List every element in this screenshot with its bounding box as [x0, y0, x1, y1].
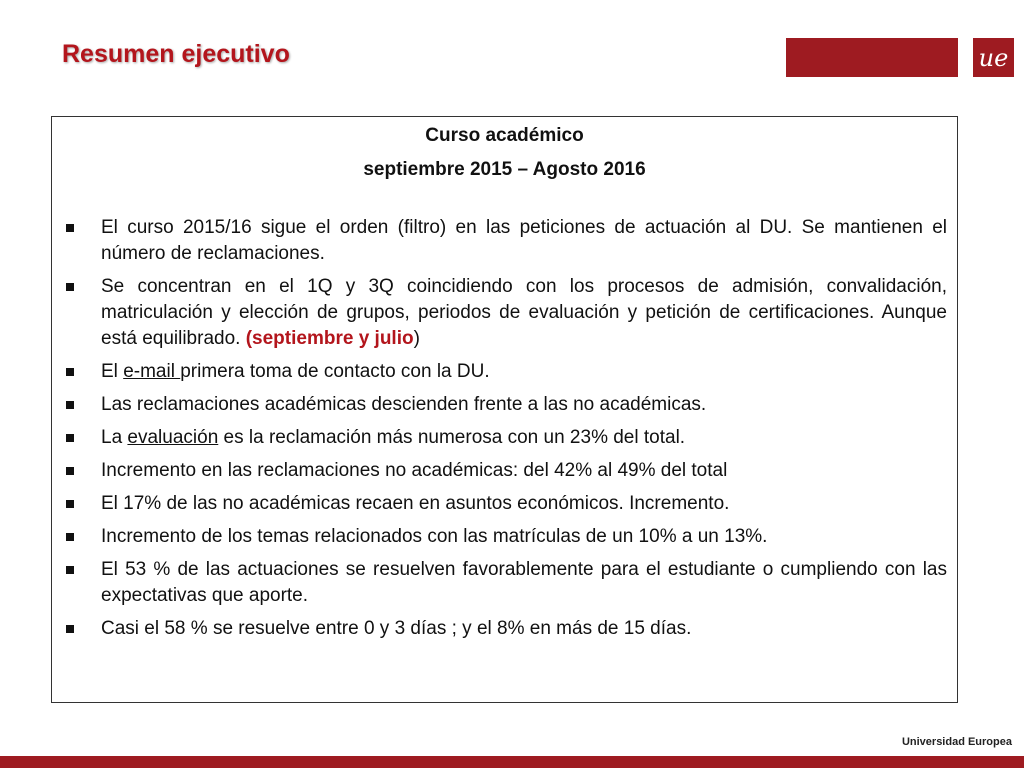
square-bullet-icon: [66, 224, 74, 232]
header-brand-bar: [786, 38, 958, 77]
bullet-item: [101, 458, 947, 484]
bullet-item: [101, 425, 947, 451]
bullet-underlined-term: e-mail: [123, 361, 181, 382]
bullet-text: El curso 2015/16 sigue el orden (filtro) en las peticiones de actuación al DU. Se mantienen el número de reclamaciones.: [101, 217, 947, 264]
square-bullet-icon: [66, 434, 74, 442]
footer-university-name: Universidad Europea: [901, 736, 1012, 748]
square-bullet-icon: [66, 283, 74, 291]
square-bullet-icon: [66, 500, 74, 508]
bullet-text: La: [101, 427, 128, 448]
footer-brand-bar: [0, 756, 1024, 768]
bullet-item: [101, 274, 947, 352]
bullet-item: [101, 359, 947, 385]
square-bullet-icon: [66, 401, 74, 409]
square-bullet-icon: [66, 566, 74, 574]
bullet-text-after: es la reclamación más numerosa con un 23% del total.: [218, 427, 686, 448]
box-heading-dates: septiembre 2015 – Agosto 2016: [363, 159, 646, 180]
bullet-text: El 53 % de las actuaciones se resuelven favorablemente para el estudiante o cumpliendo con las expectativas que aporte.: [101, 559, 947, 606]
summary-bullet-list: [52, 215, 957, 642]
bullet-close-paren: ): [413, 328, 420, 349]
bullet-item: [101, 491, 947, 517]
box-heading-course: Curso académico: [425, 125, 584, 146]
square-bullet-icon: [66, 368, 74, 376]
page-title: Resumen ejecutivo: [62, 40, 290, 68]
bullet-item: [101, 215, 947, 267]
bullet-item: [101, 557, 947, 609]
bullet-text: El 17% de las no académicas recaen en asuntos económicos. Incremento.: [101, 493, 730, 514]
bullet-text: El: [101, 361, 124, 382]
bullet-underlined-term: evaluación: [127, 427, 219, 448]
bullet-item: [101, 392, 947, 418]
bullet-text-after: primera toma de contacto con la DU.: [180, 361, 490, 382]
bullet-open-paren: (: [245, 328, 253, 349]
square-bullet-icon: [66, 625, 74, 633]
square-bullet-icon: [66, 533, 74, 541]
summary-box: [51, 116, 958, 703]
bullet-item: [101, 524, 947, 550]
bullet-text: Casi el 58 % se resuelve entre 0 y 3 días ; y el 8% en más de 15 días.: [101, 618, 692, 639]
square-bullet-icon: [66, 467, 74, 475]
university-logo: ue: [973, 38, 1014, 77]
bullet-text: Las reclamaciones académicas descienden frente a las no académicas.: [101, 394, 707, 415]
bullet-text: Incremento en las reclamaciones no académicas: del 42% al 49% del total: [101, 460, 728, 481]
bullet-item: [101, 616, 947, 642]
bullet-text: Se concentran en el 1Q y 3Q coincidiendo con los procesos de admisión, convalidación, matriculación y elección de grupos, periodos de evaluación y petición de certificaciones. Aunque está equilibrado.: [101, 276, 947, 349]
bullet-text: Incremento de los temas relacionados con las matrículas de un 10% a un 13%.: [101, 526, 768, 547]
bullet-highlight: septiembre y julio: [252, 328, 414, 349]
